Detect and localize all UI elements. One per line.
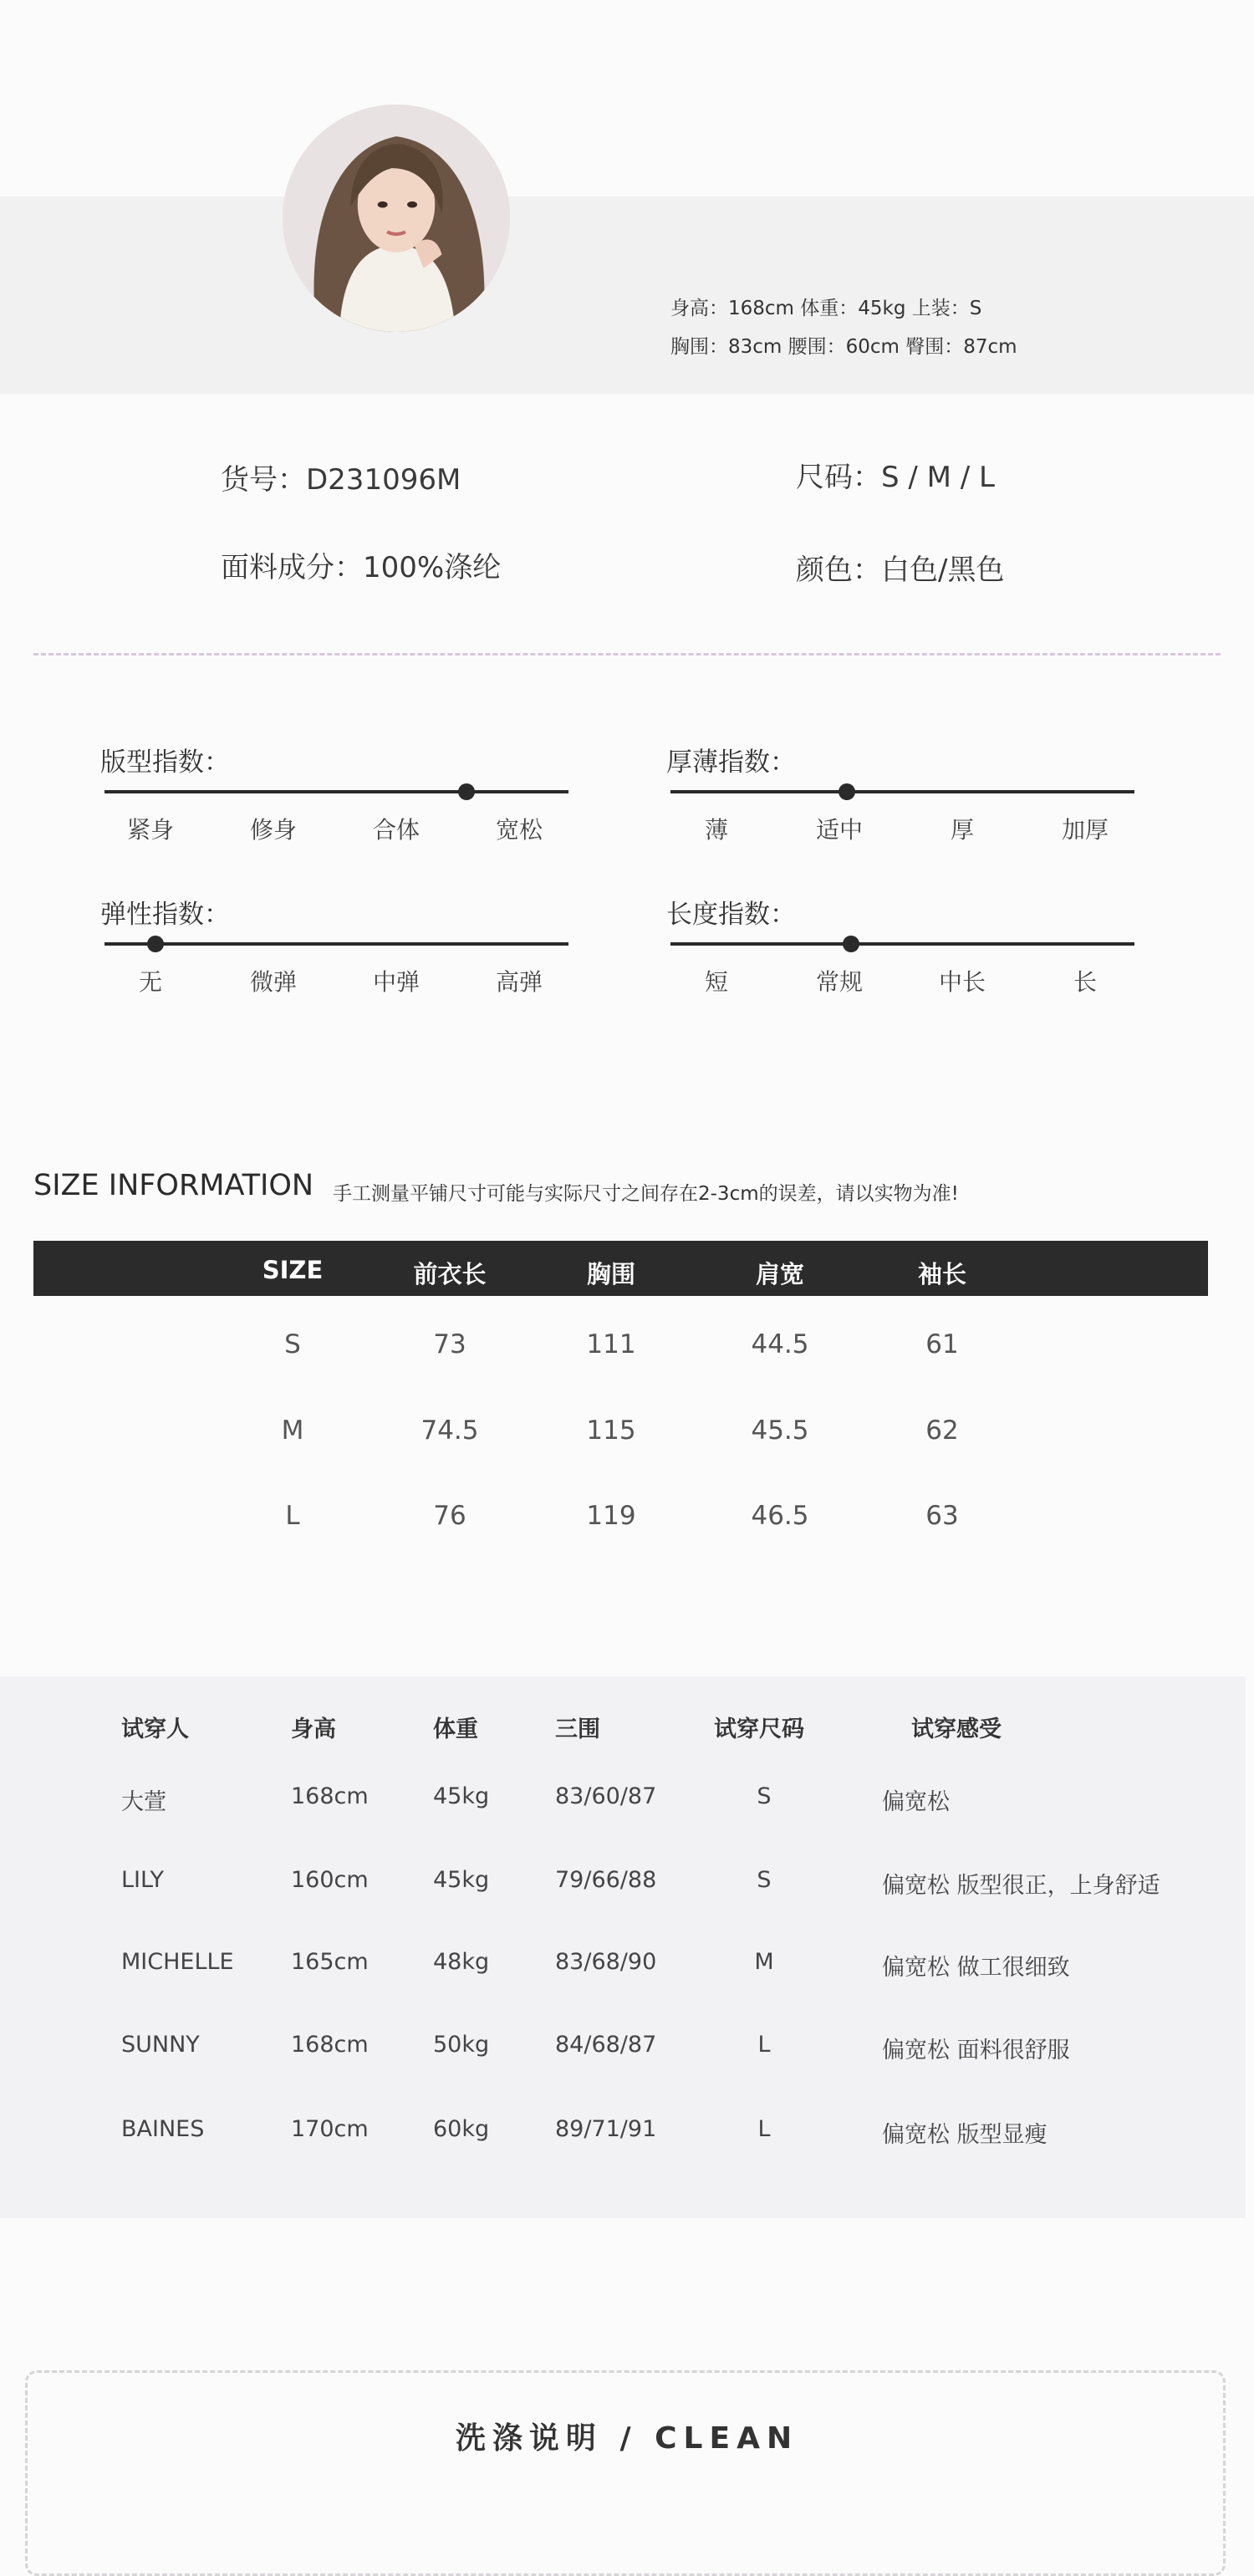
index-label: 无	[138, 968, 163, 996]
fitting-cell: 大萱	[121, 1789, 166, 1815]
index-label: 修身	[249, 816, 298, 844]
fitting-cell: SUNNY	[121, 2032, 200, 2058]
fitting-cell: 168cm	[291, 2032, 369, 2058]
index-label: 加厚	[1061, 816, 1109, 844]
size-info-heading: SIZE INFORMATION	[33, 1169, 314, 1202]
model-measurements-line-2: 胸围：83cm 腰围：60cm 臀围：87cm	[670, 336, 1017, 358]
fitting-cell: L	[757, 2116, 771, 2142]
size-cell: 74.5	[421, 1416, 479, 1446]
index-label: 适中	[815, 816, 864, 844]
index-track	[104, 790, 568, 793]
fitting-column-header: 试穿感受	[911, 1716, 1002, 1742]
index-label: 宽松	[495, 816, 543, 844]
index-label: 合体	[372, 816, 421, 844]
product-color: 颜色：白色/黑色	[796, 553, 1005, 587]
size-cell: 63	[925, 1501, 959, 1531]
fitting-cell: 偏宽松	[882, 1789, 950, 1815]
fitting-cell: 83/60/87	[555, 1783, 657, 1809]
product-fabric: 面料成分：100%涤纶	[221, 551, 502, 584]
size-cell: M	[281, 1416, 304, 1446]
fitting-cell: 偏宽松 面料很舒服	[882, 2038, 1070, 2063]
fitting-cell: 168cm	[291, 1783, 369, 1809]
size-cell: 73	[433, 1329, 466, 1359]
fitting-cell: S	[757, 1867, 772, 1893]
index-label: 厚	[950, 816, 975, 844]
index-label: 薄	[704, 816, 729, 844]
clean-box	[25, 2370, 1226, 2576]
index-track	[104, 942, 568, 946]
fitting-cell: 83/68/90	[555, 1949, 657, 1975]
fitting-cell: LILY	[121, 1867, 164, 1893]
size-cell: 115	[586, 1416, 636, 1446]
index-marker	[839, 783, 855, 800]
index-title: 弹性指数：	[100, 900, 230, 930]
size-cell: 119	[586, 1501, 636, 1531]
section-divider	[33, 653, 1221, 655]
size-column-header: 前衣长	[413, 1260, 487, 1288]
size-cell: 46.5	[751, 1501, 809, 1531]
size-cell: 76	[433, 1501, 466, 1531]
index-label: 长	[1073, 968, 1098, 996]
fitting-cell: 45kg	[433, 1867, 490, 1893]
fitting-cell: MICHELLE	[121, 1949, 234, 1975]
fitting-cell: 偏宽松 做工很细致	[882, 1955, 1070, 1981]
fitting-cell: M	[754, 1949, 774, 1975]
fitting-cell: BAINES	[121, 2116, 205, 2142]
size-column-header: 肩宽	[755, 1260, 805, 1288]
index-marker	[458, 783, 475, 800]
index-label: 高弹	[495, 968, 543, 996]
fitting-cell: 48kg	[433, 1949, 490, 1975]
index-marker	[147, 936, 164, 952]
fitting-cell: 偏宽松 版型显瘦	[882, 2122, 1048, 2148]
size-cell: S	[284, 1329, 301, 1359]
index-label: 紧身	[126, 816, 175, 844]
size-column-header: SIZE	[262, 1256, 324, 1284]
model-info-band	[0, 196, 1254, 394]
fitting-cell: 60kg	[433, 2116, 490, 2142]
fitting-cell: 165cm	[291, 1949, 369, 1975]
fitting-column-header: 三围	[555, 1716, 600, 1742]
fitting-cell: 偏宽松 版型很正，上身舒适	[882, 1873, 1160, 1899]
size-cell: 45.5	[751, 1416, 809, 1446]
index-label: 中弹	[372, 968, 421, 996]
model-avatar	[283, 105, 510, 332]
fitting-column-header: 身高	[291, 1716, 336, 1742]
fitting-cell: 50kg	[433, 2032, 490, 2058]
clean-title: 洗涤说明 / CLEAN	[455, 2421, 799, 2456]
index-label: 中长	[938, 968, 986, 996]
fitting-cell: 170cm	[291, 2116, 369, 2142]
fitting-column-header: 体重	[433, 1716, 478, 1742]
fitting-cell: S	[757, 1783, 772, 1809]
index-title: 厚薄指数：	[666, 747, 796, 778]
index-title: 版型指数：	[100, 747, 230, 778]
index-label: 短	[704, 968, 729, 996]
size-column-header: 袖长	[917, 1260, 967, 1288]
fitting-column-header: 试穿人	[121, 1716, 189, 1742]
size-cell: 61	[925, 1329, 959, 1359]
product-sizes: 尺码：S / M / L	[796, 461, 995, 494]
index-marker	[843, 936, 859, 952]
size-column-header: 胸围	[586, 1260, 636, 1288]
model-measurements-line-1: 身高：168cm 体重：45kg 上装：S	[670, 298, 982, 319]
size-cell: 62	[925, 1416, 959, 1446]
index-label: 常规	[815, 968, 864, 996]
size-info-note: 手工测量平铺尺寸可能与实际尺寸之间存在2-3cm的误差，请以实物为准!	[333, 1183, 959, 1205]
size-cell: 44.5	[751, 1329, 809, 1359]
size-cell: 111	[586, 1329, 636, 1359]
index-track	[670, 790, 1134, 793]
product-sku: 货号：D231096M	[221, 463, 461, 497]
index-title: 长度指数：	[666, 900, 796, 930]
fitting-column-header: 试穿尺码	[714, 1716, 804, 1742]
fitting-cell: L	[757, 2032, 771, 2058]
fitting-cell: 160cm	[291, 1867, 369, 1893]
index-track	[670, 942, 1134, 946]
fitting-cell: 45kg	[433, 1783, 490, 1809]
fitting-cell: 79/66/88	[555, 1867, 657, 1893]
index-label: 微弹	[249, 968, 298, 996]
fitting-cell: 84/68/87	[555, 2032, 657, 2058]
size-cell: L	[285, 1501, 300, 1531]
fitting-cell: 89/71/91	[555, 2116, 657, 2142]
